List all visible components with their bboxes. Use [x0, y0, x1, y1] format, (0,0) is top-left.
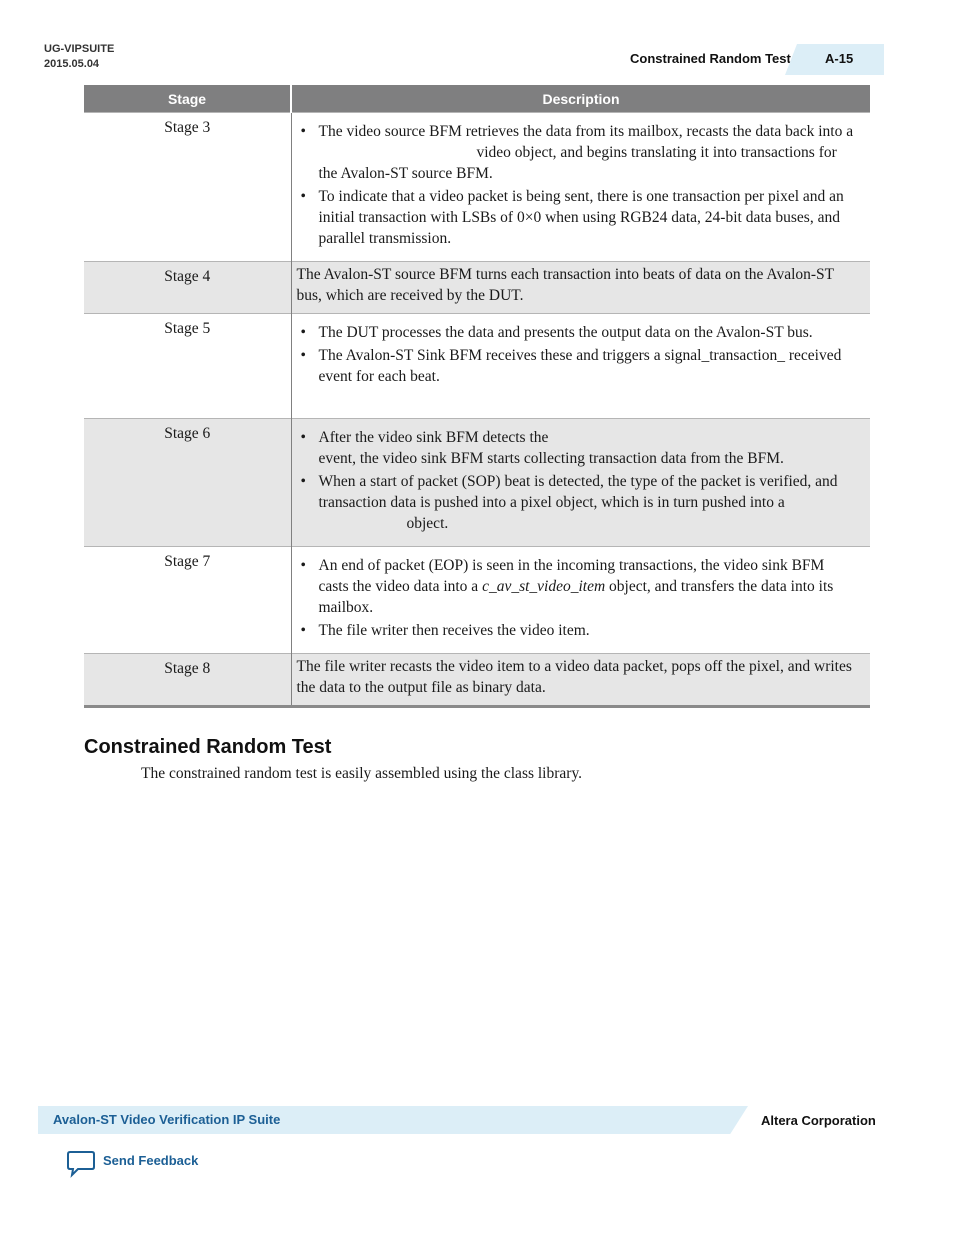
running-header-title: Constrained Random Test: [630, 51, 791, 66]
bullet-item: • To indicate that a video packet is being sent, there is one transaction per pixel and an initial transaction with LSBs of 0×0 when using RGB24 data, 24-bit data buses, and parallel transmission.: [297, 186, 859, 249]
description-cell: [291, 419, 870, 547]
description-cell: The file writer recasts the video item to a video data packet, pops off the pixel, and writes the data to the output file as binary data.: [291, 654, 870, 707]
table-row: [84, 262, 870, 314]
description-cell: [291, 314, 870, 419]
stage-cell: Stage 7: [84, 547, 291, 654]
footer-company: Altera Corporation: [761, 1113, 876, 1128]
stage-cell: Stage 4: [84, 262, 291, 314]
table-row: [84, 113, 870, 262]
bullet-item: • The Avalon-ST Sink BFM receives these and triggers a signal_transaction_ received event for each beat.: [297, 345, 859, 387]
description-cell: The Avalon-ST source BFM turns each transaction into beats of data on the Avalon-ST bus, which are received by the DUT.: [291, 262, 870, 314]
bullet-list: [297, 121, 859, 249]
bullet-list: [297, 427, 859, 534]
bullet-item: • The video source BFM retrieves the data from its mailbox, recasts the data back into a video object, and begins translating it into transactions for the Avalon-ST source BFM.: [297, 121, 859, 184]
bullet-item: • An end of packet (EOP) is seen in the incoming transactions, the video sink BFM casts the video data into a c_av_st_video_item object, and transfers the data into its mailbox.: [297, 555, 859, 618]
stage-cell: Stage 3: [84, 113, 291, 262]
table-header-row: [84, 85, 870, 113]
bullet-item: • The DUT processes the data and presents the output data on the Avalon-ST bus.: [297, 322, 859, 343]
stage-cell: Stage 6: [84, 419, 291, 547]
table-row: [84, 419, 870, 547]
page-number-tab: [797, 44, 884, 75]
send-feedback-link[interactable]: Send Feedback: [103, 1153, 199, 1168]
feedback-icon[interactable]: [66, 1150, 96, 1178]
stage-cell: Stage 8: [84, 654, 291, 707]
document-id: UG-VIPSUITE: [44, 43, 115, 55]
footer-document-title: Avalon-ST Video Verification IP Suite: [53, 1112, 281, 1127]
page-number: A-15: [825, 51, 854, 66]
bullet-list: [297, 555, 859, 641]
class-name: c_av_st_video_item: [482, 578, 606, 595]
table-row: [84, 654, 870, 707]
description-cell: [291, 547, 870, 654]
stage-table: [84, 85, 870, 708]
document-date: 2015.05.04: [44, 58, 100, 70]
document-id-block: [44, 42, 114, 72]
table-row: [84, 547, 870, 654]
bullet-item: • When a start of packet (SOP) beat is detected, the type of the packet is verified, and transaction data is pushed into a pixel object, which is in turn pushed into a object.: [297, 471, 859, 534]
stage-cell: Stage 5: [84, 314, 291, 419]
bullet-item: • After the video sink BFM detects the event, the video sink BFM starts collecting transaction data from the BFM.: [297, 427, 859, 469]
section-body: The constrained random test is easily assembled using the class library.: [141, 765, 583, 782]
header-description: Description: [291, 85, 870, 113]
header-stage: Stage: [84, 85, 291, 113]
table-row: [84, 314, 870, 419]
bullet-item: • The file writer then receives the video item.: [297, 620, 859, 641]
bullet-list: [297, 322, 859, 387]
section-heading: Constrained Random Test: [84, 736, 332, 758]
description-cell: [291, 113, 870, 262]
